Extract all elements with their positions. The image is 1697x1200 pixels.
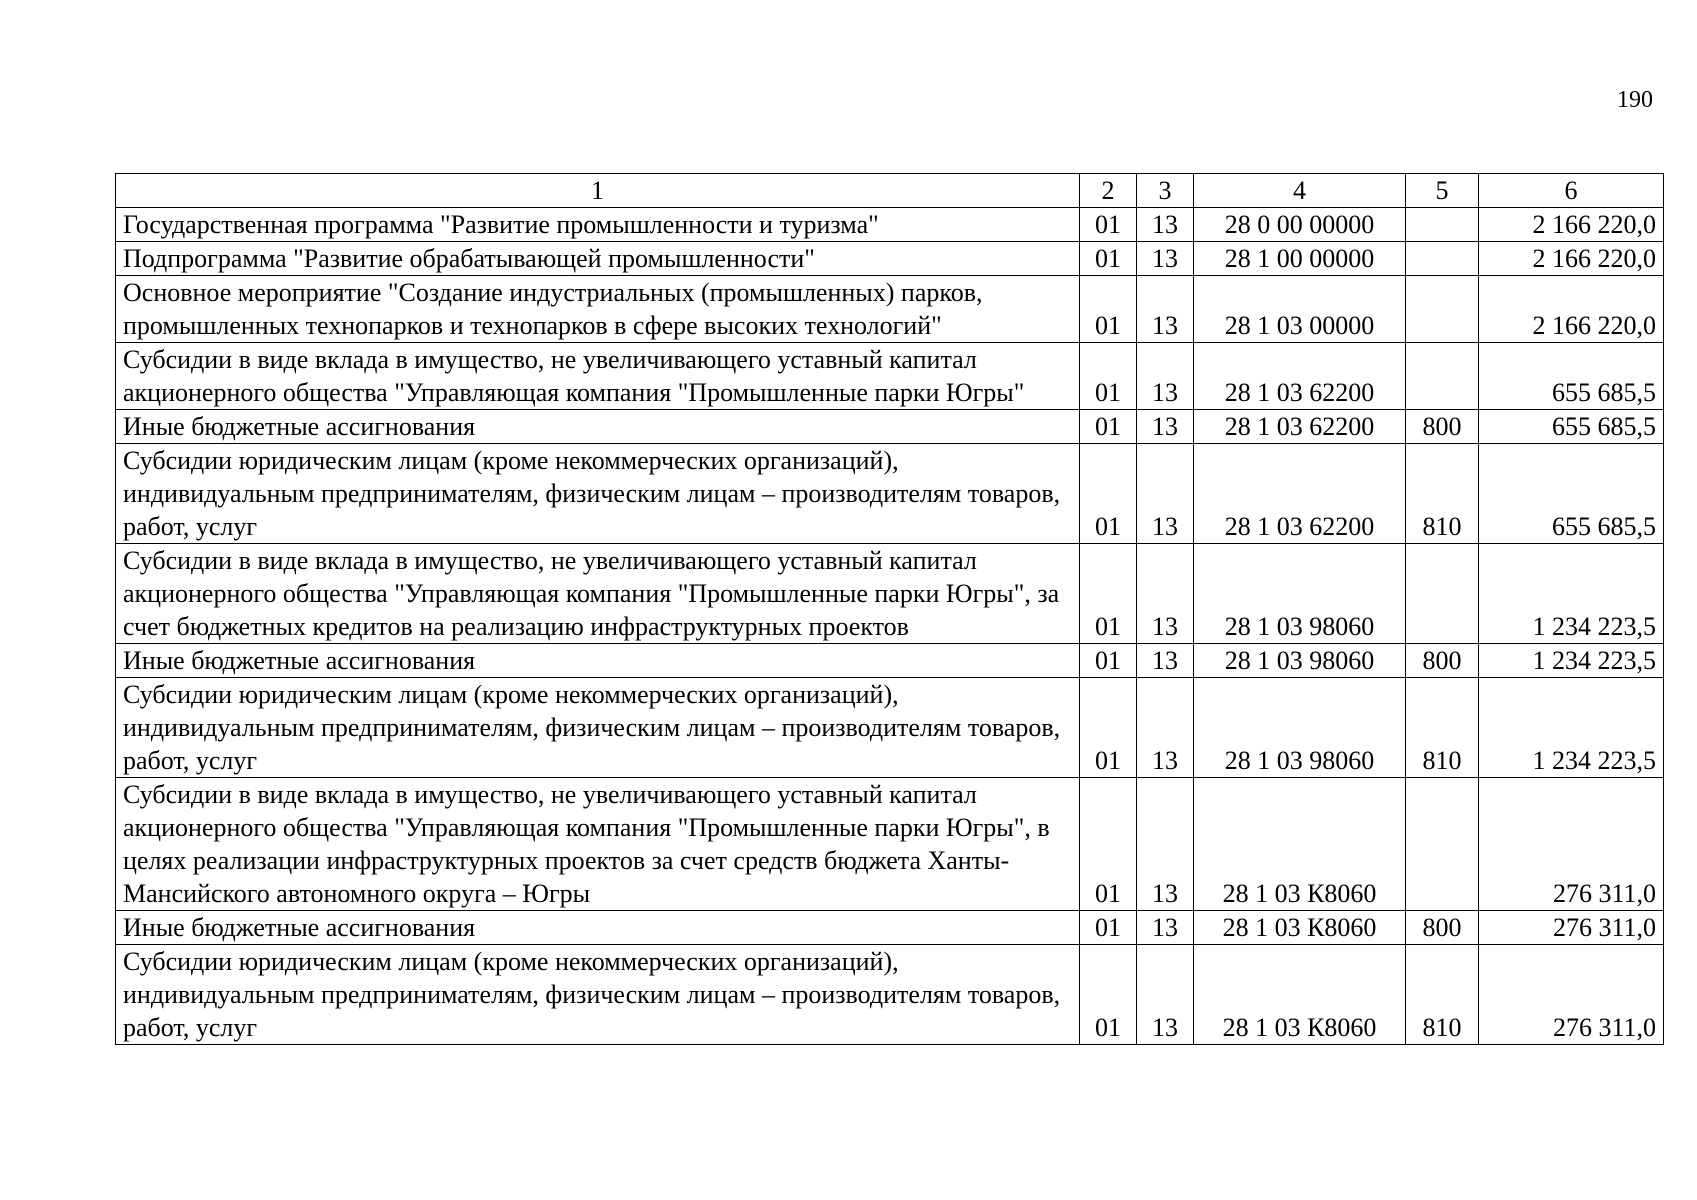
header-col-3: 3 <box>1137 174 1194 208</box>
amount-cell: 655 685,5 <box>1479 343 1664 410</box>
row-name-cell: Субсидии юридическим лицам (кроме некоммерческих организаций), индивидуальным предпринимателям, физическим лицам – производителям товаров, работ, услуг <box>116 945 1080 1045</box>
section-code-cell: 01 <box>1080 410 1137 444</box>
table-row <box>116 444 1664 544</box>
expense-type-cell: 800 <box>1406 410 1479 444</box>
expense-type-cell: 810 <box>1406 444 1479 544</box>
section-code-cell: 01 <box>1080 544 1137 644</box>
table-row <box>116 911 1664 945</box>
header-col-6: 6 <box>1479 174 1664 208</box>
section-code-cell: 01 <box>1080 778 1137 911</box>
amount-cell: 655 685,5 <box>1479 410 1664 444</box>
expense-type-cell: 810 <box>1406 945 1479 1045</box>
table-row <box>116 208 1664 242</box>
target-article-cell: 28 1 03 62200 <box>1194 410 1406 444</box>
header-col-5: 5 <box>1406 174 1479 208</box>
section-code-cell: 01 <box>1080 276 1137 343</box>
expense-type-cell: 800 <box>1406 644 1479 678</box>
section-code-cell: 01 <box>1080 911 1137 945</box>
expense-type-cell <box>1406 276 1479 343</box>
target-article-cell: 28 0 00 00000 <box>1194 208 1406 242</box>
section-code-cell: 01 <box>1080 644 1137 678</box>
expense-type-cell <box>1406 778 1479 911</box>
table-row <box>116 644 1664 678</box>
row-name-cell: Субсидии в виде вклада в имущество, не увеличивающего уставный капитал акционерного общества "Управляющая компания "Промышленные парки Югры", в целях реализации инфраструктурных проектов за счет средств бюджета Ханты-Мансийского автономного округа – Югры <box>116 778 1080 911</box>
table-row <box>116 678 1664 778</box>
target-article-cell: 28 1 03 62200 <box>1194 343 1406 410</box>
row-name-cell: Субсидии в виде вклада в имущество, не увеличивающего уставный капитал акционерного общества "Управляющая компания "Промышленные парки Югры" <box>116 343 1080 410</box>
subsection-code-cell: 13 <box>1137 911 1194 945</box>
expense-type-cell <box>1406 544 1479 644</box>
subsection-code-cell: 13 <box>1137 544 1194 644</box>
subsection-code-cell: 13 <box>1137 410 1194 444</box>
target-article-cell: 28 1 03 98060 <box>1194 678 1406 778</box>
amount-cell: 1 234 223,5 <box>1479 678 1664 778</box>
row-name-cell: Основное мероприятие "Создание индустриальных (промышленных) парков, промышленных технопарков и технопарков в сфере высоких технологий" <box>116 276 1080 343</box>
row-name-cell: Субсидии в виде вклада в имущество, не увеличивающего уставный капитал акционерного общества "Управляющая компания "Промышленные парки Югры", за счет бюджетных кредитов на реализацию инфраструктурных проектов <box>116 544 1080 644</box>
amount-cell: 655 685,5 <box>1479 444 1664 544</box>
header-row <box>116 174 1664 208</box>
subsection-code-cell: 13 <box>1137 343 1194 410</box>
amount-cell: 2 166 220,0 <box>1479 208 1664 242</box>
expense-type-cell: 810 <box>1406 678 1479 778</box>
table-row <box>116 343 1664 410</box>
amount-cell: 1 234 223,5 <box>1479 544 1664 644</box>
header-col-4: 4 <box>1194 174 1406 208</box>
target-article-cell: 28 1 00 00000 <box>1194 242 1406 276</box>
target-article-cell: 28 1 03 К8060 <box>1194 911 1406 945</box>
subsection-code-cell: 13 <box>1137 644 1194 678</box>
subsection-code-cell: 13 <box>1137 208 1194 242</box>
expense-type-cell: 800 <box>1406 911 1479 945</box>
row-name-cell: Субсидии юридическим лицам (кроме некоммерческих организаций), индивидуальным предпринимателям, физическим лицам – производителям товаров, работ, услуг <box>116 444 1080 544</box>
section-code-cell: 01 <box>1080 208 1137 242</box>
target-article-cell: 28 1 03 00000 <box>1194 276 1406 343</box>
subsection-code-cell: 13 <box>1137 444 1194 544</box>
section-code-cell: 01 <box>1080 242 1137 276</box>
row-name-cell: Иные бюджетные ассигнования <box>116 911 1080 945</box>
subsection-code-cell: 13 <box>1137 678 1194 778</box>
amount-cell: 2 166 220,0 <box>1479 276 1664 343</box>
subsection-code-cell: 13 <box>1137 242 1194 276</box>
row-name-cell: Иные бюджетные ассигнования <box>116 410 1080 444</box>
section-code-cell: 01 <box>1080 678 1137 778</box>
amount-cell: 276 311,0 <box>1479 911 1664 945</box>
expense-type-cell <box>1406 343 1479 410</box>
budget-table <box>115 173 1664 1045</box>
table-row <box>116 276 1664 343</box>
target-article-cell: 28 1 03 98060 <box>1194 644 1406 678</box>
target-article-cell: 28 1 03 К8060 <box>1194 945 1406 1045</box>
amount-cell: 2 166 220,0 <box>1479 242 1664 276</box>
subsection-code-cell: 13 <box>1137 945 1194 1045</box>
expense-type-cell <box>1406 242 1479 276</box>
row-name-cell: Подпрограмма "Развитие обрабатывающей промышленности" <box>116 242 1080 276</box>
expense-type-cell <box>1406 208 1479 242</box>
page-number: 190 <box>1617 87 1653 113</box>
subsection-code-cell: 13 <box>1137 276 1194 343</box>
subsection-code-cell: 13 <box>1137 778 1194 911</box>
row-name-cell: Государственная программа "Развитие промышленности и туризма" <box>116 208 1080 242</box>
section-code-cell: 01 <box>1080 945 1137 1045</box>
row-name-cell: Субсидии юридическим лицам (кроме некоммерческих организаций), индивидуальным предпринимателям, физическим лицам – производителям товаров, работ, услуг <box>116 678 1080 778</box>
amount-cell: 276 311,0 <box>1479 778 1664 911</box>
header-col-1: 1 <box>116 174 1080 208</box>
table-row <box>116 410 1664 444</box>
table-row <box>116 544 1664 644</box>
target-article-cell: 28 1 03 98060 <box>1194 544 1406 644</box>
amount-cell: 276 311,0 <box>1479 945 1664 1045</box>
header-col-2: 2 <box>1080 174 1137 208</box>
target-article-cell: 28 1 03 К8060 <box>1194 778 1406 911</box>
row-name-cell: Иные бюджетные ассигнования <box>116 644 1080 678</box>
table-header <box>116 174 1664 208</box>
table-body <box>116 208 1664 1045</box>
target-article-cell: 28 1 03 62200 <box>1194 444 1406 544</box>
section-code-cell: 01 <box>1080 343 1137 410</box>
table-row <box>116 242 1664 276</box>
section-code-cell: 01 <box>1080 444 1137 544</box>
table-row <box>116 945 1664 1045</box>
table-row <box>116 778 1664 911</box>
amount-cell: 1 234 223,5 <box>1479 644 1664 678</box>
